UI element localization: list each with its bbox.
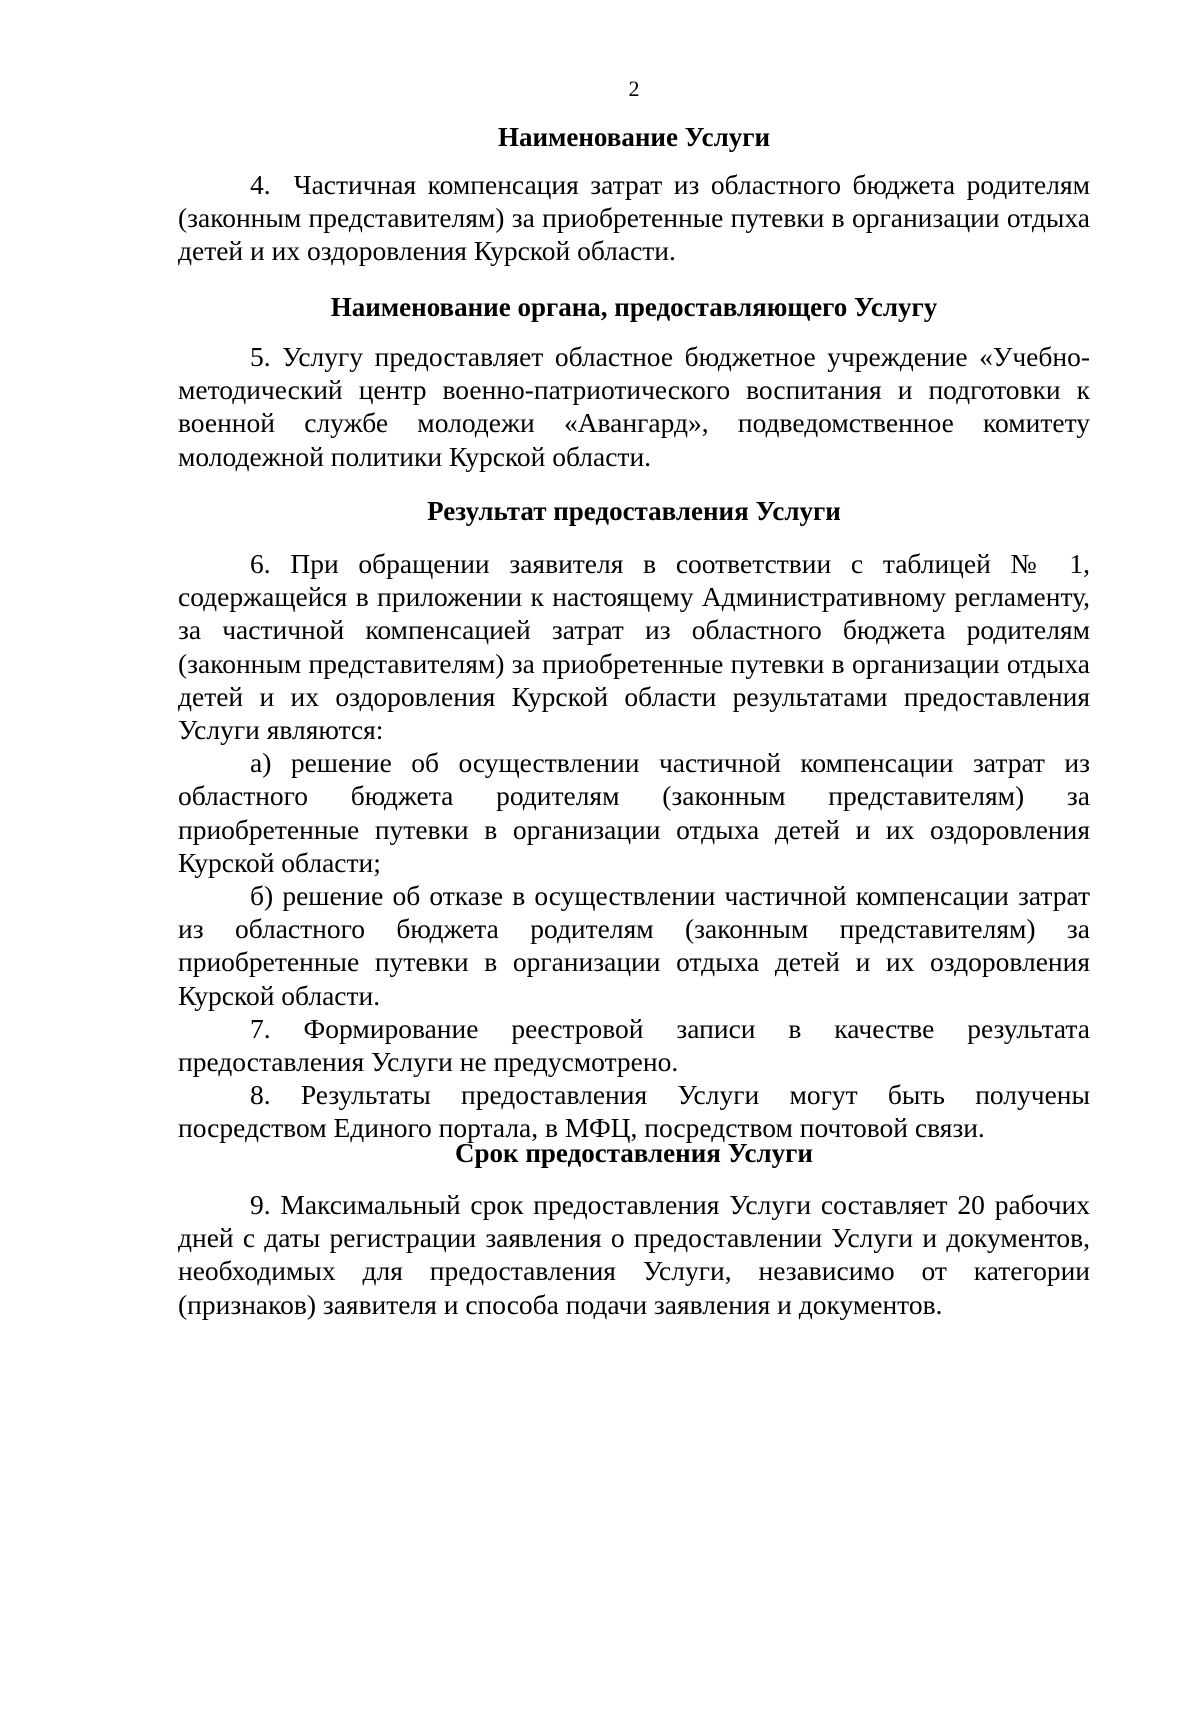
- paragraph-8: 8. Результаты предоставления Услуги могут быть получены посредством Единого портала, в МФЦ, посредством почтовой связи.: [178, 1079, 1090, 1144]
- section-body-result: [178, 547, 1090, 1145]
- paragraph-6: 6. При обращении заявителя в соответствии с таблицей № 1, содержащейся в приложении к настоящему Административному регламенту, за частичной компенсацией затрат из областного бюджета родителям (законным представителям) за приобретенные путевки в организации отдыха детей и их оздоровления Курской области результатами предоставления Услуги являются:: [178, 548, 1090, 746]
- section-heading-result: Результат предоставления Услуги: [427, 496, 841, 526]
- section-body-deadline: [178, 1188, 1090, 1321]
- paragraph-7: 7. Формирование реестровой записи в качестве результата предоставления Услуги не предусмотрено.: [178, 1012, 1090, 1078]
- paragraph-4: 4. Частичная компенсация затрат из областного бюджета родителям (законным представителям) за приобретенные путевки в организации отдыха детей и их оздоровления Курской области.: [178, 169, 1090, 267]
- section-heading-deadline: Срок предоставления Услуги: [455, 1138, 813, 1168]
- paragraph-6a: а) решение об осуществлении частичной компенсации затрат из областного бюджета родителям (законным представителям) за приобретенные путевки в организации отдыха детей и их оздоровления Курской области;: [178, 747, 1090, 878]
- section-heading-provider: Наименование органа, предоставляющего Услугу: [330, 292, 938, 322]
- paragraph-6b: б) решение об отказе в осуществлении частичной компенсации затрат из областного бюджета родителям (законным представителям) за приобретенные путевки в организации отдыха детей и их оздоровления Курской области.: [178, 880, 1090, 1011]
- section-body-provider: [178, 340, 1090, 473]
- page-number: 2: [628, 76, 640, 101]
- paragraph-5: 5. Услугу предоставляет областное бюджетное учреждение «Учебно-методический центр военно-патриотического воспитания и подготовки к военной службе молодежи «Авангард», подведомственное комитету молодежной политики Курской области.: [178, 341, 1090, 472]
- paragraph-9: 9. Максимальный срок предоставления Услуги составляет 20 рабочих дней с даты регистрации заявления о предоставлении Услуги и документов, необходимых для предоставления Услуги, независимо от категории (признаков) заявителя и способа подачи заявления и документов.: [178, 1189, 1090, 1320]
- section-heading-service-name: Наименование Услуги: [497, 122, 771, 152]
- section-body-service-name: [178, 168, 1090, 268]
